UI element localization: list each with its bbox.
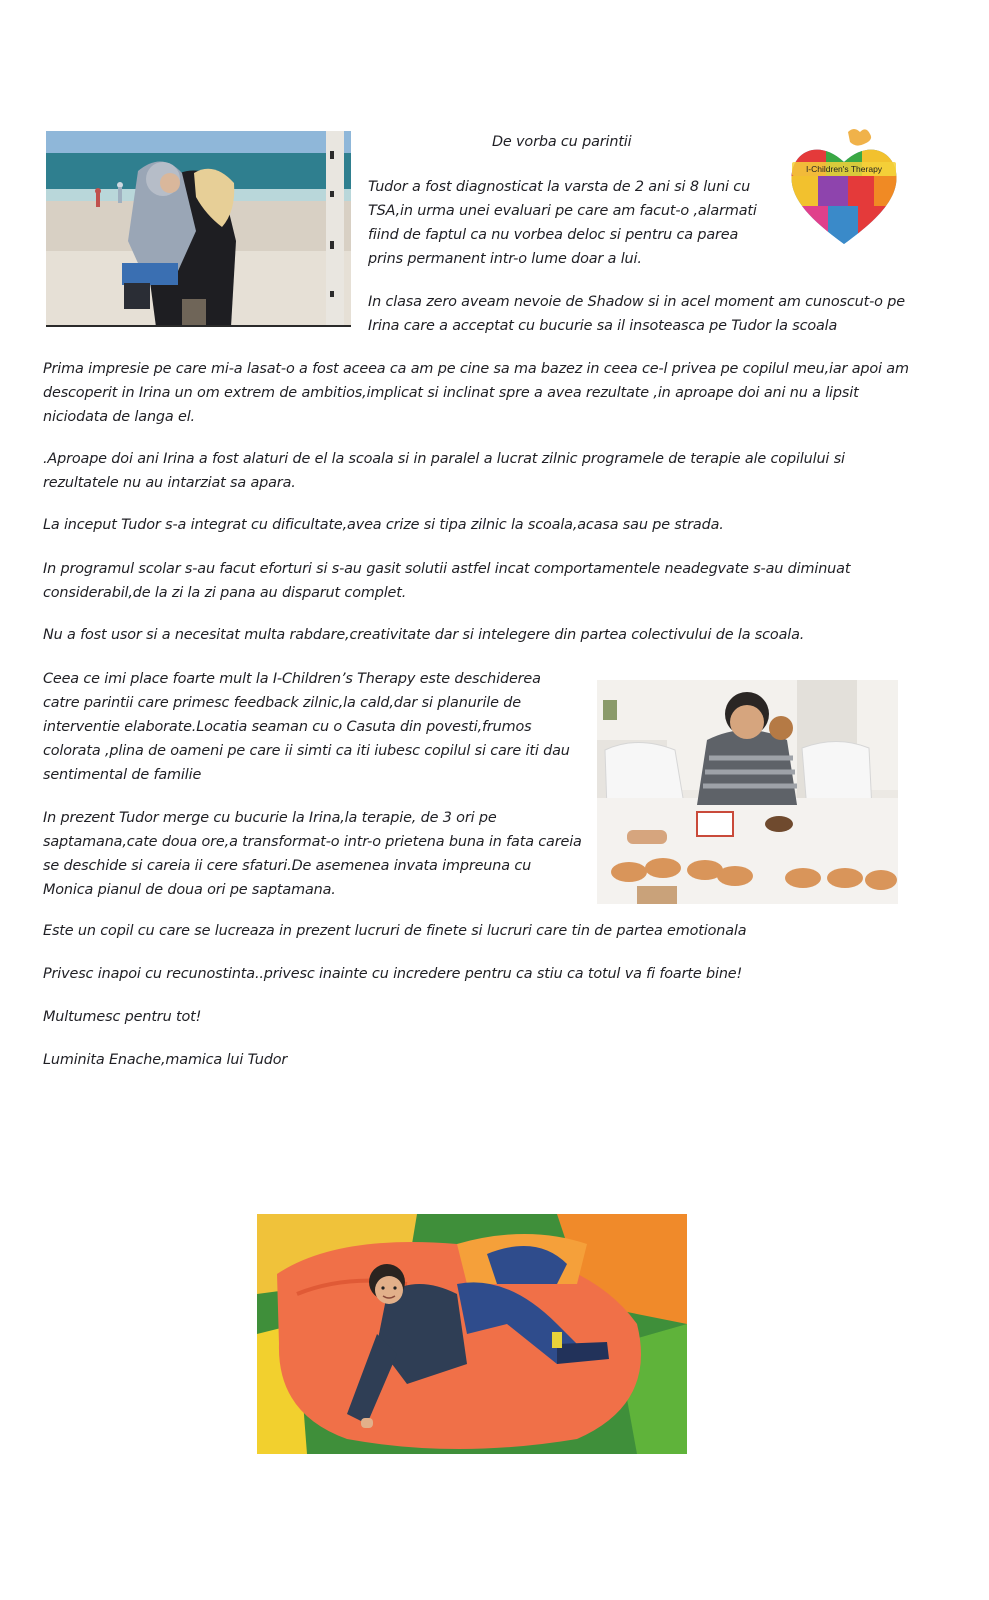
beach-photo-underline — [46, 325, 351, 327]
intro-paragraph-diagnosis: Tudor a fost diagnosticat la varsta de 2 ani si 8 luni cu TSA,in urma unei evaluari pe care am facut-o ,alarmati fiind de faptul ca nu vorbea deloc si pentru ca parea prins permanent intr-o lume doar a lui. — [368, 179, 757, 267]
closing-paragraph-gratitude: Privesc inapoi cu recunostinta..privesc inainte cu incredere pentru ca stiu ca totul va fi foarte bine! — [43, 966, 743, 982]
side-paragraph-present: In prezent Tudor merge cu bucurie la Irina,la terapie, de 3 ori pe saptamana,cate doua ore,a transformat-o intr-o prietena buna in fata careia se deschide si careia ii cere sfaturi.De asemenea invata impreuna cu Monica pianul de doua ori pe saptamana. — [43, 810, 582, 898]
table-activity-photo — [597, 680, 898, 904]
page-title: De vorba cu parintii — [492, 134, 632, 150]
body-paragraph-patience: Nu a fost usor si a necesitat multa rabdare,creativitate dar si intelegere din partea colectivului de la scoala. — [43, 627, 805, 643]
closing-paragraph-thanks: Multumesc pentru tot! — [43, 1009, 202, 1025]
beach-photo — [46, 131, 351, 327]
body-paragraph-two-years: .Aproape doi ani Irina a fost alaturi de el la scoala si in paralel a lucrat zilnic programele de terapie ale copilului si rezultatele nu au intarziat sa apara. — [43, 451, 845, 491]
body-paragraph-school-program: In programul scolar s-au facut eforturi si s-au gasit solutii astfel incat comportamentele neadegvate s-au diminuat considerabil,de la zi la zi pana au disparut complet. — [43, 561, 851, 601]
beanbag-photo — [257, 1214, 687, 1454]
i-childrens-therapy-logo — [788, 126, 900, 250]
body-paragraph-first-impression: Prima impresie pe care mi-a lasat-o a fost aceea ca am pe cine sa ma bazez in ceea ce-l privea pe copilul meu,iar apoi am descoperit in Irina un om extrem de ambitios,implicat si inclinat spre a avea rezultate ,in aproape doi ani nu a lipsit niciodata de langa el. — [43, 361, 909, 425]
side-paragraph-therapy-openness: Ceea ce imi place foarte mult la I-Children’s Therapy este deschiderea catre parintii care primesc feedback zilnic,la cald,dar si planurile de interventie elaborate.Locatia seaman cu o Casuta din povesti,frumos colorata ,plina de oameni pe care ii simti ca iti iubesc copilul si care iti dau sentimental de familie — [43, 671, 570, 783]
intro-paragraph-shadow: In clasa zero aveam nevoie de Shadow si in acel moment am cunoscut-o pe Irina care a acceptat cu bucurie sa il insoteasca pe Tudor la scoala — [368, 294, 905, 334]
closing-paragraph-current-work: Este un copil cu care se lucreaza in prezent lucruri de finete si lucruri care tin de partea emotionala — [43, 923, 747, 939]
logo-text: I-Children's Therapy — [805, 164, 883, 174]
body-paragraph-beginning: La inceput Tudor s-a integrat cu dificultate,avea crize si tipa zilnic la scoala,acasa sau pe strada. — [43, 517, 724, 533]
signature: Luminita Enache,mamica lui Tudor — [43, 1052, 288, 1068]
